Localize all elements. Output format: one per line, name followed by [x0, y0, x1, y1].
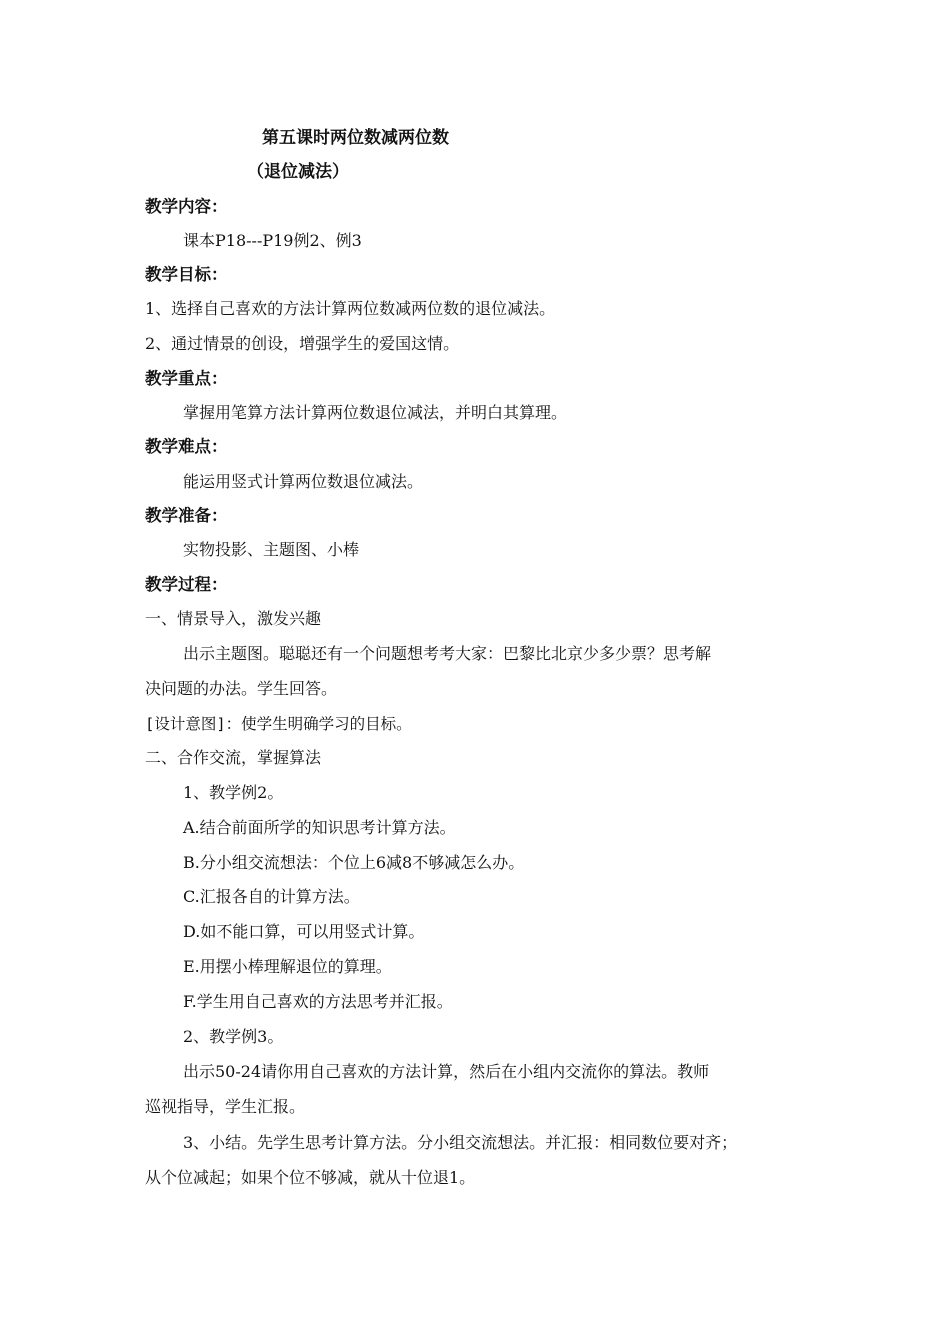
difficulty-heading: 教学难点： [145, 437, 228, 456]
lesson-subtitle: （退位减法） [247, 162, 349, 182]
step-a: A.结合前面所学的知识思考计算方法。 [183, 818, 456, 837]
process-heading: 教学过程： [145, 575, 228, 594]
summary-line-1: 3、小结。先学生思考计算方法。分小组交流想法。并汇报：相同数位要对齐； [183, 1133, 738, 1152]
content-heading: 教学内容： [145, 197, 228, 216]
prep-text: 实物投影、主题图、小棒 [183, 540, 360, 559]
content-text: 课本P18---P19例2、例3 [183, 231, 362, 250]
example-2-title: 1、教学例2。 [183, 783, 284, 802]
design-intent-note: [设计意图]：使学生明确学习的目标。 [145, 715, 412, 733]
section-1-paragraph-line-1: 出示主题图。聪聪还有一个问题想考考大家：巴黎比北京少多少票？思考解 [183, 644, 712, 663]
step-f: F.学生用自己喜欢的方法思考并汇报。 [183, 992, 453, 1011]
key-text: 掌握用笔算方法计算两位数退位减法，并明白其算理。 [183, 403, 568, 422]
key-heading: 教学重点： [145, 369, 228, 388]
prep-heading: 教学准备： [145, 506, 228, 525]
step-d: D.如不能口算，可以用竖式计算。 [183, 922, 425, 941]
step-b: B.分小组交流想法：个位上6减8不够减怎么办。 [183, 853, 525, 872]
lesson-title: 第五课时两位数减两位数 [262, 128, 449, 148]
example-3-line-1: 出示50-24请你用自己喜欢的方法计算，然后在小组内交流你的算法。教师 [183, 1062, 710, 1081]
goals-heading: 教学目标： [145, 265, 228, 284]
example-3-title: 2、教学例3。 [183, 1027, 284, 1046]
section-1-title: 一、情景导入，激发兴趣 [145, 609, 322, 628]
section-2-title: 二、合作交流，掌握算法 [145, 748, 322, 767]
difficulty-text: 能运用竖式计算两位数退位减法。 [183, 472, 424, 491]
step-c: C.汇报各自的计算方法。 [183, 887, 360, 906]
section-1-paragraph-line-2: 决问题的办法。学生回答。 [145, 679, 338, 698]
goal-item-1: 1、选择自己喜欢的方法计算两位数减两位数的退位减法。 [145, 299, 556, 318]
step-e: E.用摆小棒理解退位的算理。 [183, 957, 392, 976]
example-3-line-2: 巡视指导，学生汇报。 [145, 1097, 306, 1116]
goal-item-2: 2、通过情景的创设，增强学生的爱国这情。 [145, 334, 460, 353]
summary-line-2: 从个位减起；如果个位不够减，就从十位退1。 [145, 1168, 476, 1187]
